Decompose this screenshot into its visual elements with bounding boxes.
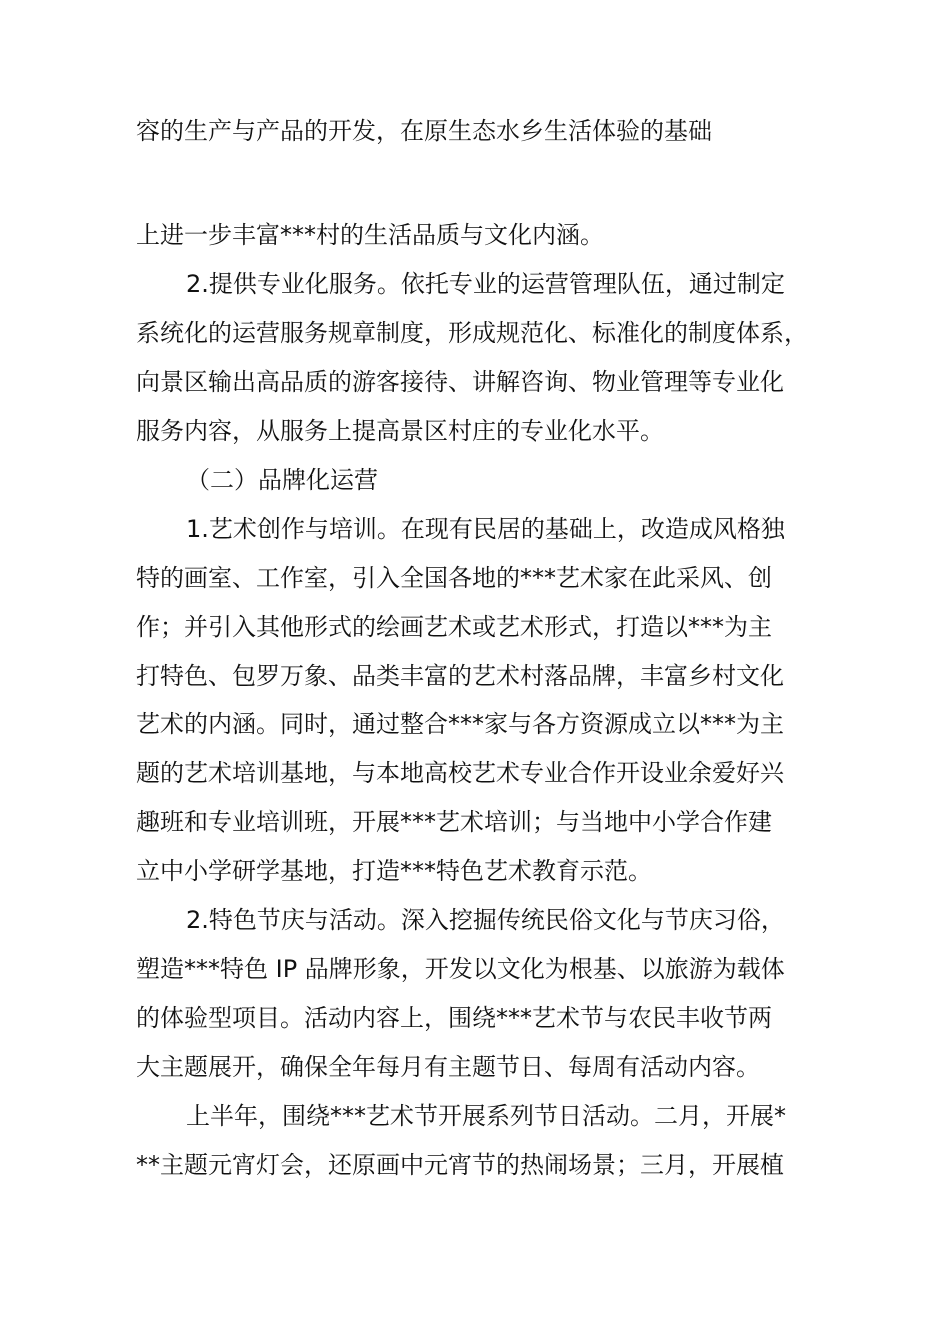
text-line: 艺术的内涵。同时，通过整合***家与各方资源成立以***为主 — [136, 710, 784, 738]
text-line: 特的画室、工作室，引入全国各地的***艺术家在此采风、创 — [136, 564, 772, 592]
text-line: 的体验型项目。活动内容上，围绕***艺术节与农民丰收节两 — [136, 1004, 772, 1032]
paragraph-first-line: 1.艺术创作与培训。在现有民居的基础上，改造成风格独 — [186, 515, 785, 543]
text-line: 上进一步丰富***村的生活品质与文化内涵。 — [136, 221, 604, 249]
paragraph-first-line: 上半年，围绕***艺术节开展系列节日活动。二月，开展* — [186, 1102, 786, 1130]
text-line: 大主题展开，确保全年每月有主题节日、每周有活动内容。 — [136, 1053, 760, 1081]
text-line: 趣班和专业培训班，开展***艺术培训；与当地中小学合作建 — [136, 808, 772, 836]
text-line: 系统化的运营服务规章制度，形成规范化、标准化的制度体系， — [136, 319, 808, 347]
paragraph-first-line: 2.提供专业化服务。依托专业的运营管理队伍，通过制定 — [186, 270, 785, 298]
text-line: 服务内容，从服务上提高景区村庄的专业化水平。 — [136, 417, 664, 445]
text-line: 题的艺术培训基地，与本地高校艺术专业合作开设业余爱好兴 — [136, 759, 784, 787]
text-line: 塑造***特色 IP 品牌形象，开发以文化为根基、以旅游为载体 — [136, 955, 785, 983]
text-line: 容的生产与产品的开发，在原生态水乡生活体验的基础 — [136, 117, 712, 145]
text-line: 立中小学研学基地，打造***特色艺术教育示范。 — [136, 857, 652, 885]
paragraph-first-line: 2.特色节庆与活动。深入挖掘传统民俗文化与节庆习俗， — [186, 906, 785, 934]
text-line: 作；并引入其他形式的绘画艺术或艺术形式，打造以***为主 — [136, 613, 772, 641]
text-line: **主题元宵灯会，还原画中元宵节的热闹场景；三月，开展植 — [136, 1151, 784, 1179]
text-line: 打特色、包罗万象、品类丰富的艺术村落品牌，丰富乡村文化 — [136, 662, 784, 690]
section-heading: （二）品牌化运营 — [186, 466, 378, 494]
text-line: 向景区输出高品质的游客接待、讲解咨询、物业管理等专业化 — [136, 368, 784, 396]
